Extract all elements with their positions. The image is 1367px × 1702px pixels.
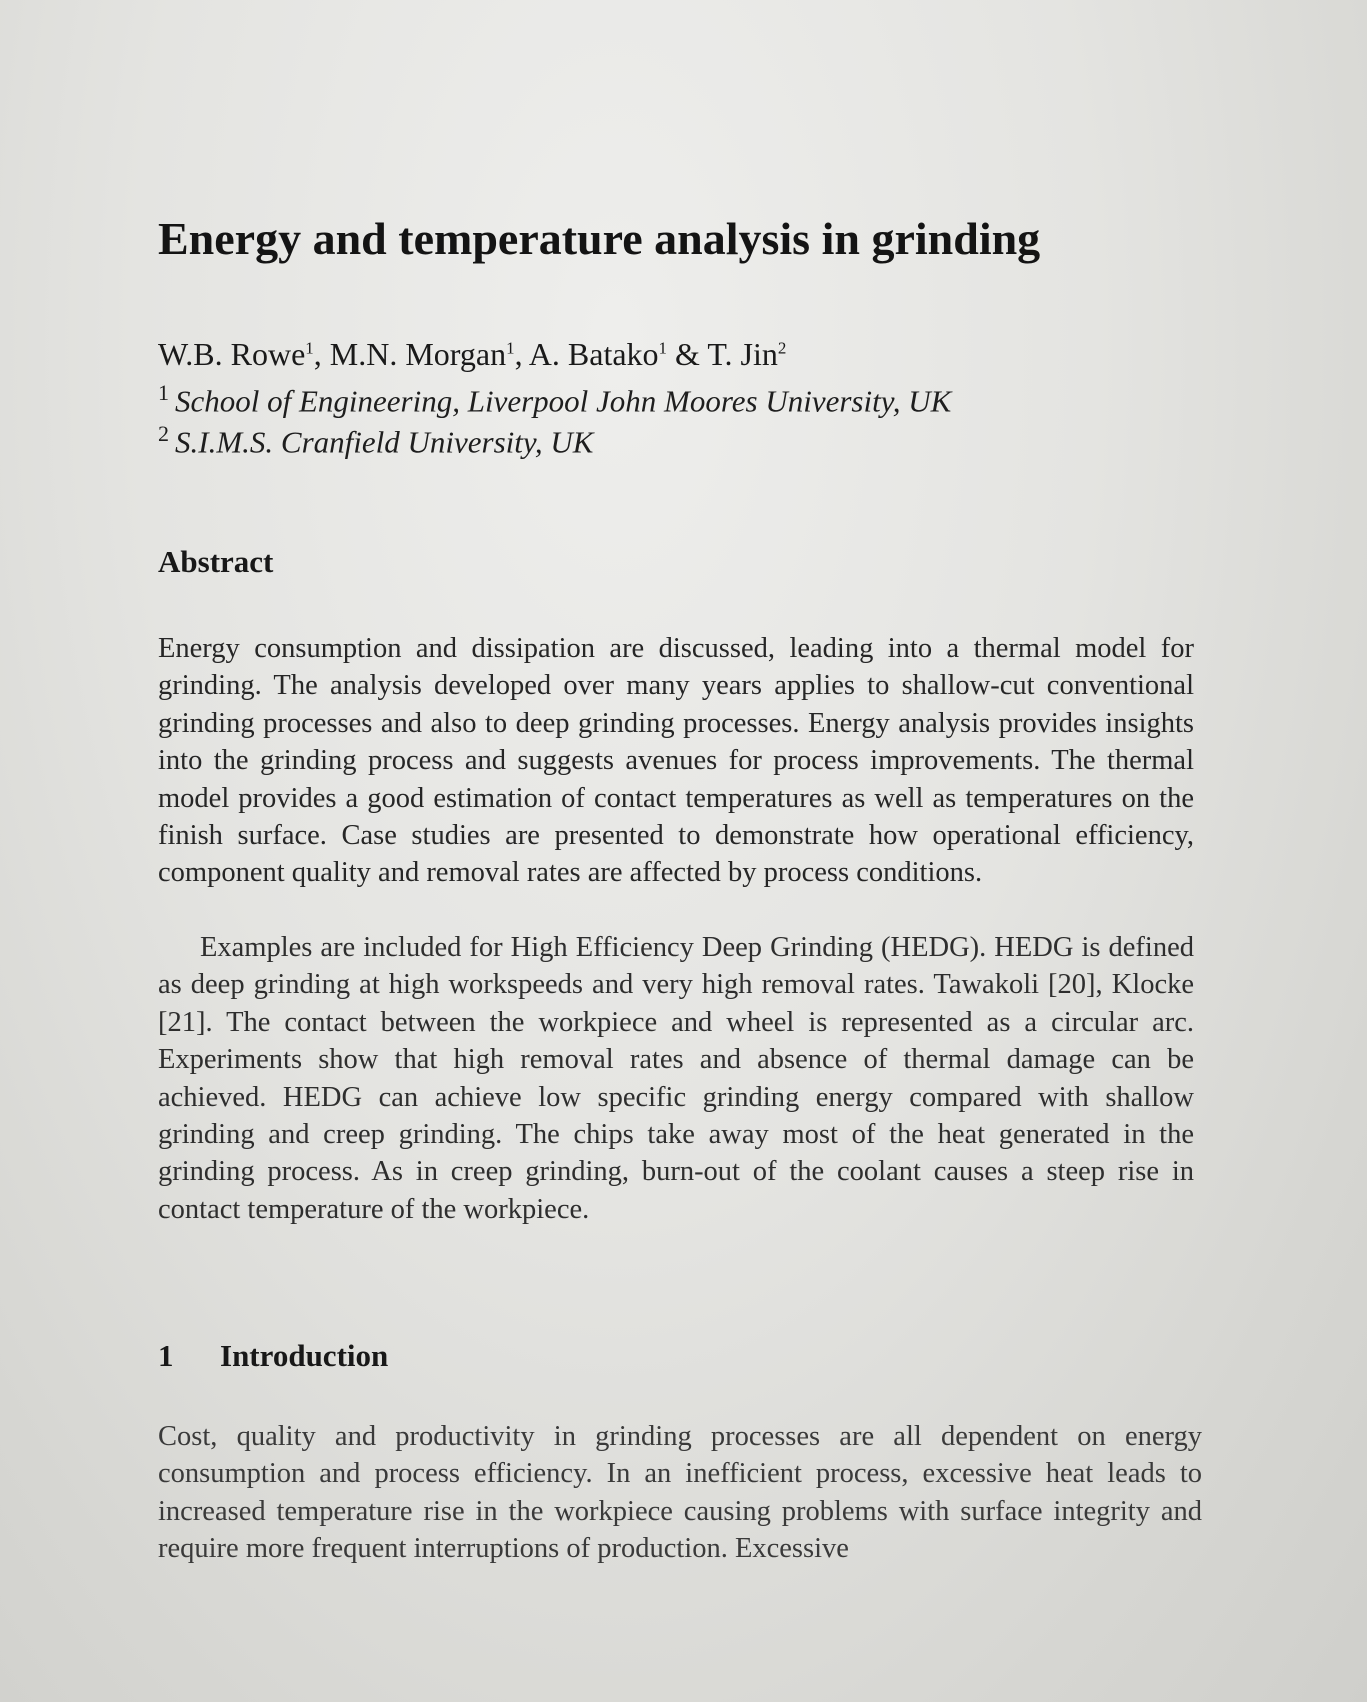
author-name: M.N. Morgan — [329, 336, 507, 372]
author-separator: , — [313, 336, 330, 372]
author-affiliation-marker: 1 — [506, 338, 515, 358]
author-name: T. Jin — [707, 336, 778, 372]
affiliation-2 — [158, 421, 593, 460]
affiliation-text: S.I.M.S. Cranfield University, UK — [175, 424, 594, 460]
author-separator: & — [667, 336, 708, 372]
affiliation-number: 1 — [158, 380, 169, 405]
abstract-paragraph: Energy consumption and dissipation are discussed, leading into a thermal model for grinding. The analysis developed over many years applies to shallow-cut conventional grinding processes and also to deep grinding processes. Energy analysis provides insights into the grinding process and suggests avenues for process improvements. The thermal model provides a good estimation of contact temperatures as well as temperatures on the finish surface. Case studies are presented to demonstrate how operational efficiency, component quality and removal rates are affected by process conditions. — [158, 633, 1194, 889]
paper-title: Energy and temperature analysis in grinding — [158, 213, 1041, 264]
author-list — [158, 336, 786, 373]
section-number: 1 — [158, 1338, 174, 1373]
affiliation-text: School of Engineering, Liverpool John Moores University, UK — [175, 383, 952, 419]
author-affiliation-marker: 1 — [305, 338, 314, 358]
author-affiliation-marker: 1 — [658, 338, 668, 358]
affiliation-number: 2 — [158, 421, 169, 446]
abstract-heading: Abstract — [158, 544, 274, 579]
abstract-paragraph: Examples are included for High Efficiency Deep Grinding (HEDG). HEDG is defined as deep grinding at high workspeeds and very high removal rates. Tawakoli [20], Klocke [21]. The contact between the workpiece and wheel is represented as a circular arc. Experiments show that high removal rates and absence of thermal damage can be achieved. HEDG can achieve low specific grinding energy compared with shallow grinding and creep grinding. The chips take away most of the heat generated in the grinding process. As in creep grinding, burn-out of the coolant causes a steep rise in contact temperature of the workpiece. — [158, 932, 1194, 1225]
section-heading-introduction — [158, 1338, 388, 1374]
author-affiliation-marker: 2 — [777, 338, 787, 358]
introduction-paragraph: Cost, quality and productivity in grinding processes are all dependent on energy consumption and process efficiency. In an inefficient process, excessive heat leads to increased temperature rise in the workpiece causing problems with surface integrity and require more frequent interruptions of production. Excessive — [158, 1421, 1202, 1565]
author-name: A. Batako — [528, 336, 659, 372]
author-separator: , — [514, 336, 529, 372]
section-title: Introduction — [220, 1338, 389, 1373]
affiliation-1 — [158, 380, 951, 419]
author-name: W.B. Rowe — [158, 336, 306, 372]
